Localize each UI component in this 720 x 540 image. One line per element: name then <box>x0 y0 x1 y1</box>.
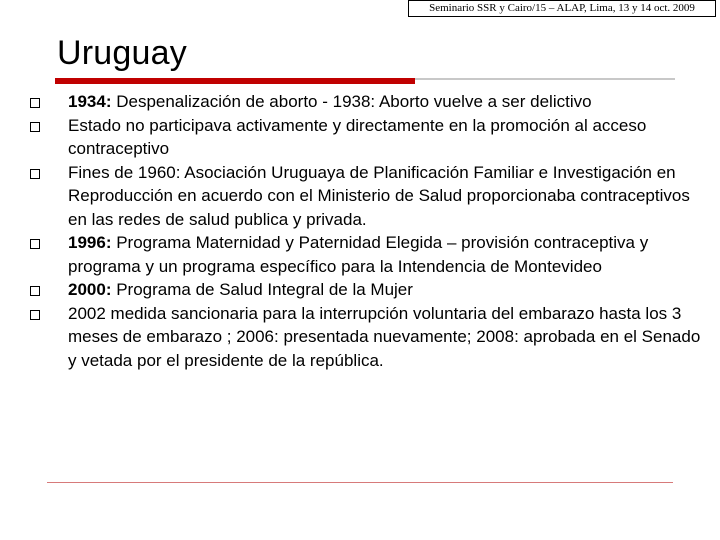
bullet-text: Despenalización de aborto - 1938: Aborto vuelve a ser delictivo <box>111 92 592 111</box>
bullet-text: Estado no participava activamente y directamente en la promoción al acceso contraceptivo <box>68 115 647 158</box>
footer-divider <box>47 482 673 483</box>
bullet-text: Programa Maternidad y Paternidad Elegida – provisión contraceptiva y programa y un programa específico para la Intendencia de Montevideo <box>68 233 649 276</box>
header-citation: Seminario SSR y Cairo/15 – ALAP, Lima, 13 y 14 oct. 2009 <box>408 0 716 17</box>
list-item <box>28 90 708 114</box>
bullet-bold-label: 1934: <box>68 92 112 111</box>
bullet-bold-label: 2000: <box>68 280 112 299</box>
square-bullet-icon <box>30 239 40 249</box>
square-bullet-icon <box>30 98 40 108</box>
list-item <box>28 231 708 278</box>
list-item <box>28 161 708 232</box>
bullet-bold-label: 1996: <box>68 233 112 252</box>
list-item <box>28 278 708 302</box>
title-underline-accent <box>55 78 415 84</box>
square-bullet-icon <box>30 122 40 132</box>
bullet-text: Programa de Salud Integral de la Mujer <box>111 280 413 299</box>
square-bullet-icon <box>30 310 40 320</box>
list-item <box>28 302 708 373</box>
list-item <box>28 114 708 161</box>
title-underline-line <box>415 78 675 80</box>
bullet-text: Fines de 1960: Asociación Uruguaya de Planificación Familiar e Investigación en Reproducción en acuerdo con el Ministerio de Salud proporcionaba contraceptivos en las redes de salud publica y privada. <box>68 162 690 229</box>
bullet-list <box>28 90 708 372</box>
bullet-text: 2002 medida sancionaria para la interrupción voluntaria del embarazo hasta los 3 meses de embarazo ; 2006: presentada nuevamente; 2008: aprobada en el Senado y vetada por el presidente de la república. <box>68 303 701 370</box>
square-bullet-icon <box>30 169 40 179</box>
square-bullet-icon <box>30 286 40 296</box>
page-title: Uruguay <box>57 34 187 72</box>
